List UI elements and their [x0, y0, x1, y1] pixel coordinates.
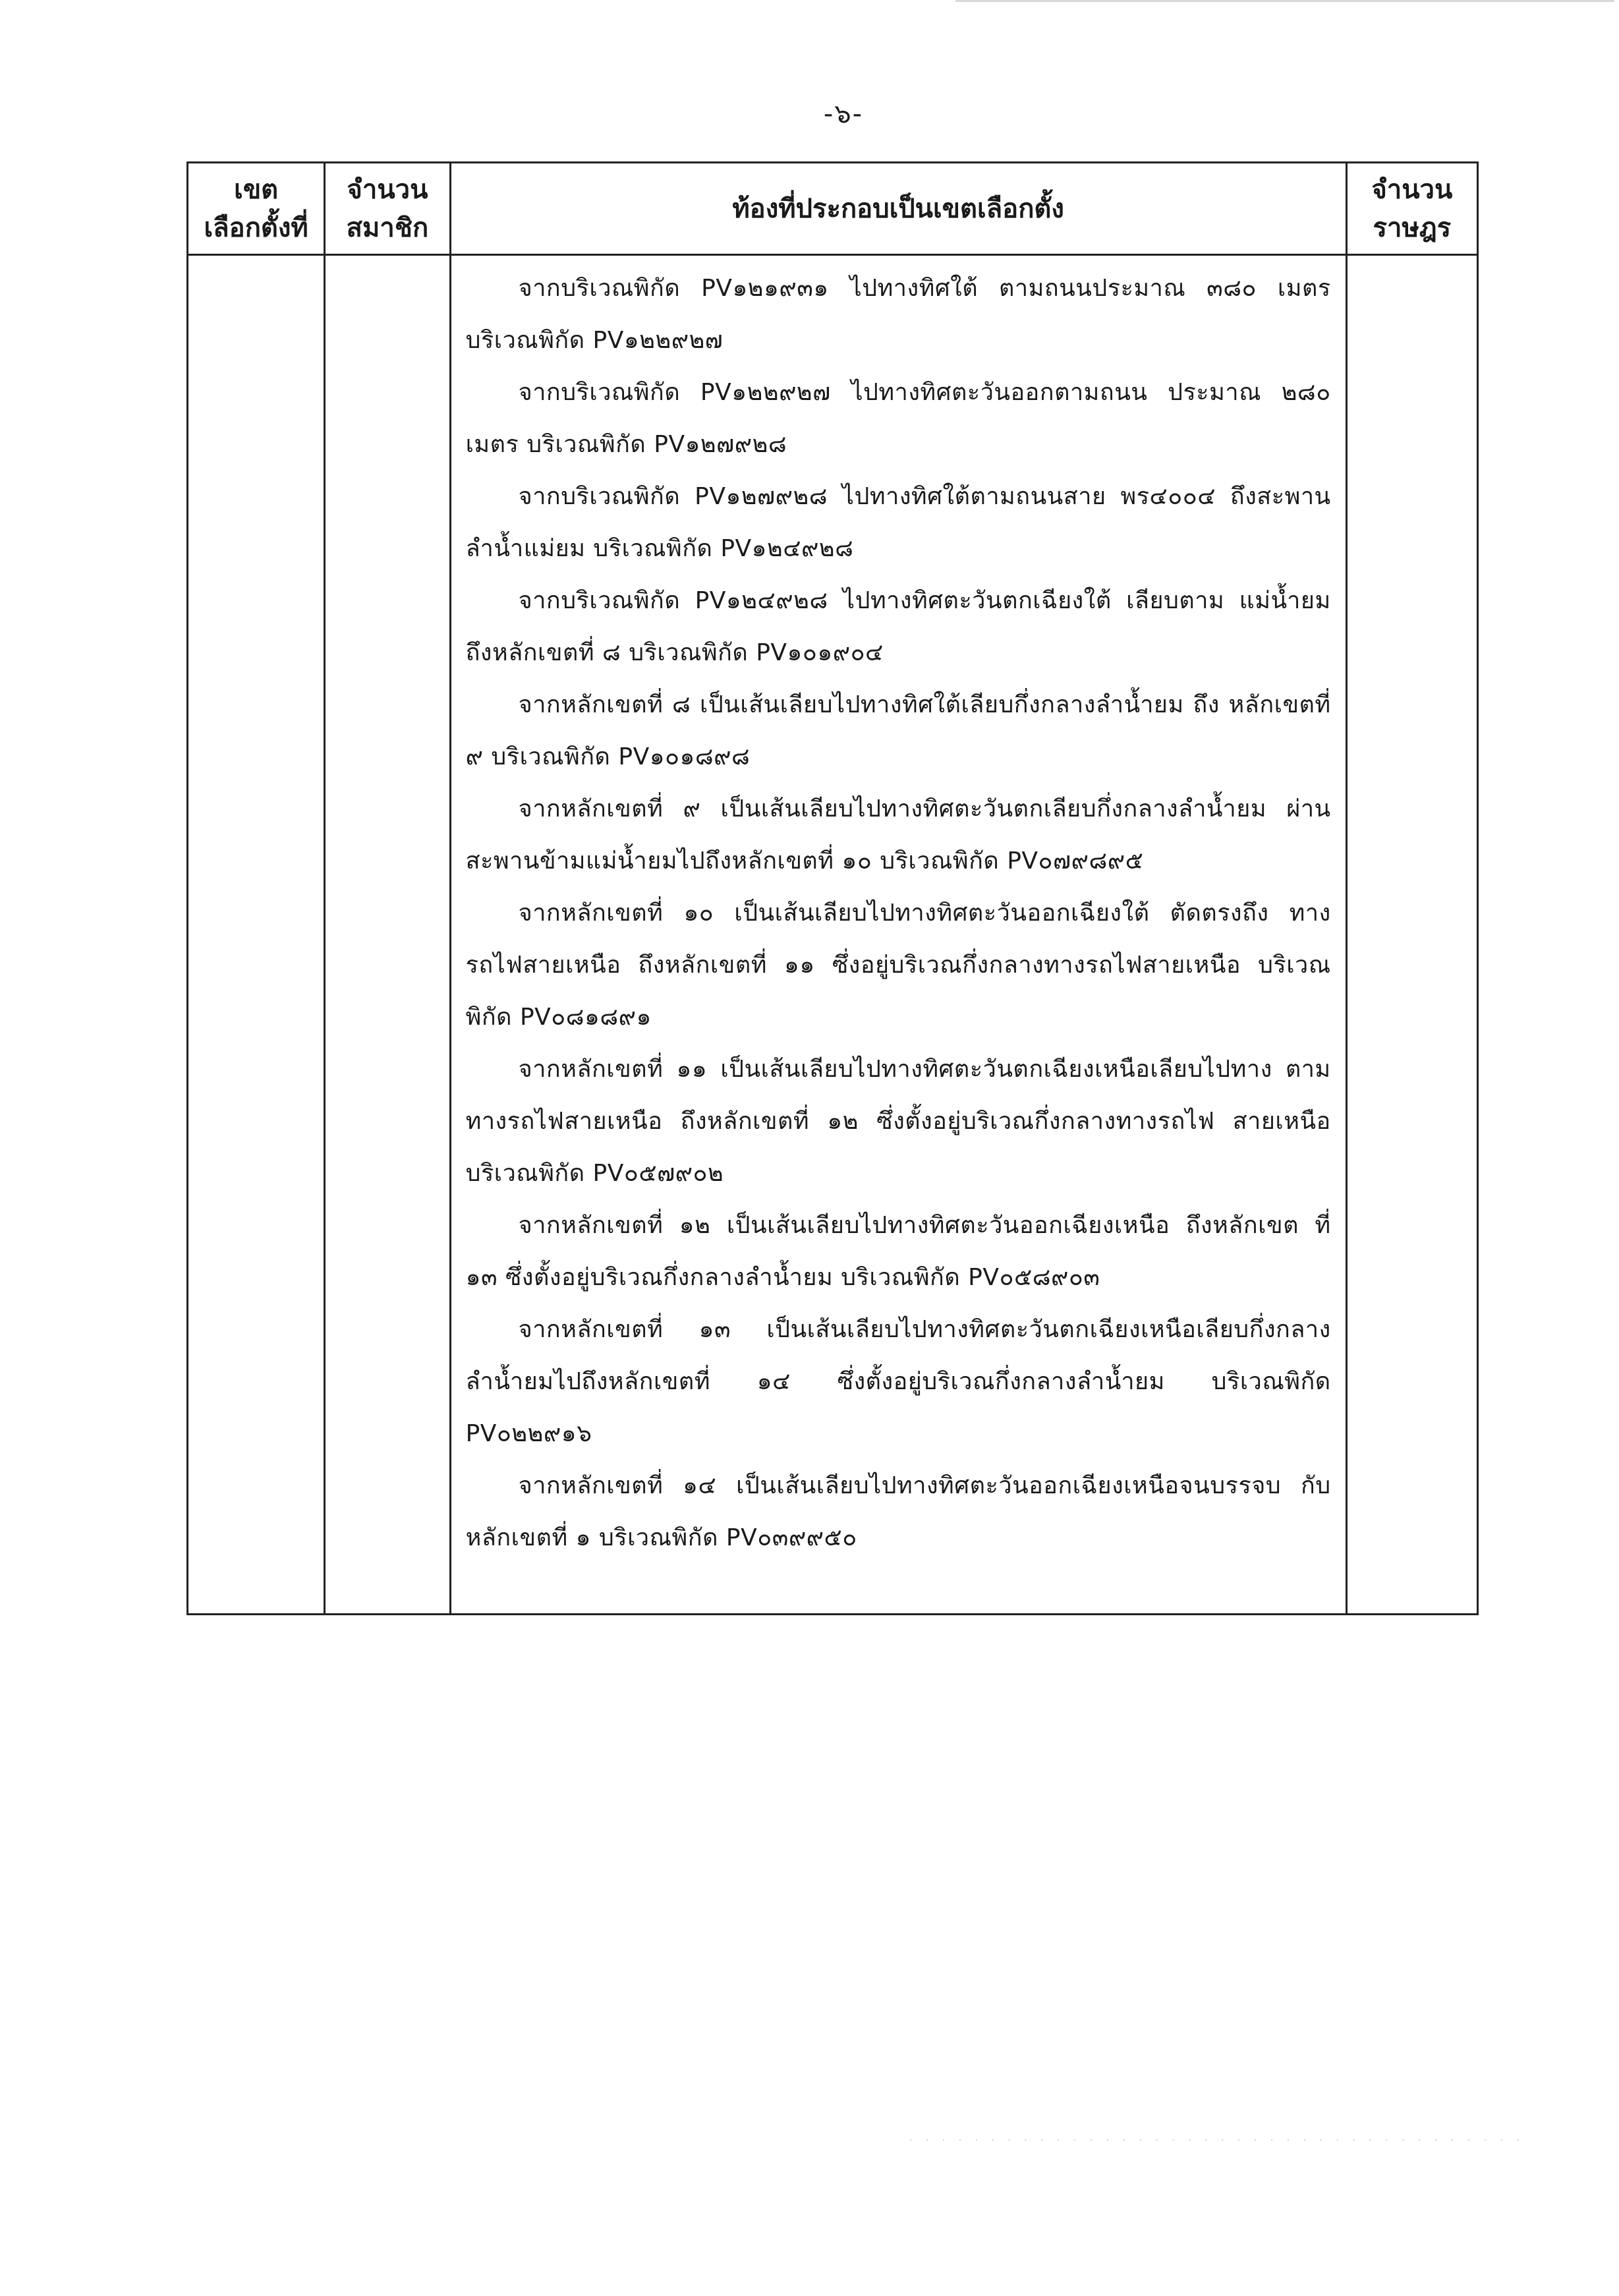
area-description	[451, 256, 1346, 1564]
area-paragraph-4: จากบริเวณพิกัด PV๑๒๔๙๒๘ ไปทางทิศตะวันตกเฉียงใต้ เลียบตาม แม่น้ำยม ถึงหลักเขตที่ ๘ บริเวณพิกัด PV๑๐๑๙๐๔	[465, 587, 1331, 666]
area-paragraph-8: จากหลักเขตที่ ๑๑ เป็นเส้นเลียบไปทางทิศตะวันตกเฉียงเหนือเลียบไปทาง ตามทางรถไฟสายเหนือ ถึงหลักเขตที่ ๑๒ ซึ่งตั้งอยู่บริเวณกึ่งกลางทางรถไฟ สายเหนือ บริเวณพิกัด PV๐๕๗๙๐๒	[465, 1056, 1331, 1187]
area-cell	[450, 255, 1346, 1615]
header-area	[450, 163, 1346, 255]
area-paragraph-2: จากบริเวณพิกัด PV๑๒๒๙๒๗ ไปทางทิศตะวันออกตามถนน ประมาณ ๒๘๐ เมตร บริเวณพิกัด PV๑๒๗๙๒๘	[465, 379, 1331, 458]
population-cell	[1346, 255, 1477, 1615]
area-paragraph-5: จากหลักเขตที่ ๘ เป็นเส้นเลียบไปทางทิศใต้เลียบกึ่งกลางลำน้ำยม ถึง หลักเขตที่ ๙ บริเวณพิกัด PV๑๐๑๘๙๘	[465, 691, 1331, 770]
area-paragraph-1: จากบริเวณพิกัด PV๑๒๑๙๓๑ ไปทางทิศใต้ ตามถนนประมาณ ๓๘๐ เมตร บริเวณพิกัด PV๑๒๒๙๒๗	[465, 275, 1331, 354]
table-row	[188, 255, 1478, 1615]
election-district-table	[186, 161, 1479, 1615]
area-paragraph-6: จากหลักเขตที่ ๙ เป็นเส้นเลียบไปทางทิศตะวันตกเลียบกึ่งกลางลำน้ำยม ผ่านสะพานข้ามแม่น้ำยมไปถึงหลักเขตที่ ๑๐ บริเวณพิกัด PV๐๗๙๘๙๕	[465, 795, 1331, 875]
area-paragraph-11: จากหลักเขตที่ ๑๔ เป็นเส้นเลียบไปทางทิศตะวันออกเฉียงเหนือจนบรรจบ กับหลักเขตที่ ๑ บริเวณพิกัด PV๐๓๙๙๕๐	[465, 1472, 1331, 1551]
members-cell	[325, 255, 450, 1615]
header-population-label: จำนวน ราษฎร	[1371, 174, 1453, 243]
area-paragraph-10: จากหลักเขตที่ ๑๓ เป็นเส้นเลียบไปทางทิศตะวันตกเฉียงเหนือเลียบกึ่งกลาง ลำน้ำยมไปถึงหลักเขตที่ ๑๔ ซึ่งตั้งอยู่บริเวณกึ่งกลางลำน้ำยม บริเวณพิกัด PV๐๒๒๙๑๖	[465, 1316, 1331, 1447]
scan-edge-line	[955, 0, 1614, 2]
scan-artifact-dots: · · · · · · · · · · · · · · · · · · · · · · · · · · · · · · · · · · · · · ·	[909, 2135, 1525, 2144]
area-paragraph-7: จากหลักเขตที่ ๑๐ เป็นเส้นเลียบไปทางทิศตะวันออกเฉียงใต้ ตัดตรงถึง ทางรถไฟสายเหนือ ถึงหลักเขตที่ ๑๑ ซึ่งอยู่บริเวณกึ่งกลางทางรถไฟสายเหนือ บริเวณพิกัด PV๐๘๑๘๙๑	[465, 900, 1331, 1031]
header-population	[1346, 163, 1477, 255]
header-members	[325, 163, 450, 255]
district-cell	[188, 255, 325, 1615]
header-district-label: เขต เลือกตั้งที่	[204, 174, 308, 243]
table-header-row	[188, 163, 1478, 255]
page-number: -๖-	[823, 99, 864, 129]
header-members-label: จำนวน สมาชิก	[346, 174, 429, 243]
area-paragraph-3: จากบริเวณพิกัด PV๑๒๗๙๒๘ ไปทางทิศใต้ตามถนนสาย พร๔๐๐๔ ถึงสะพานลำน้ำแม่ยม บริเวณพิกัด PV๑๒๔๙๒๘	[465, 483, 1331, 562]
area-paragraph-9: จากหลักเขตที่ ๑๒ เป็นเส้นเลียบไปทางทิศตะวันออกเฉียงเหนือ ถึงหลักเขต ที่ ๑๓ ซึ่งตั้งอยู่บริเวณกึ่งกลางลำน้ำยม บริเวณพิกัด PV๐๕๘๙๐๓	[465, 1212, 1331, 1291]
header-area-label: ท้องที่ประกอบเป็นเขตเลือกตั้ง	[732, 193, 1064, 224]
header-district	[188, 163, 325, 255]
